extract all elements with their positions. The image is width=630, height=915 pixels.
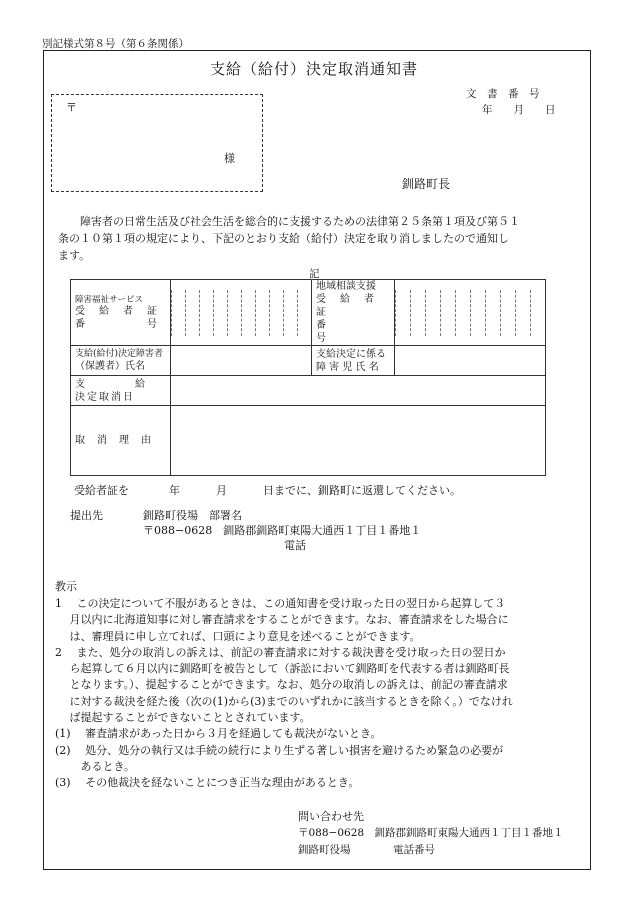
instruction-line: 月以内に北海道知事に対し審査請求をすることができます。なお、審査請求をした場合に [55,613,509,627]
cell-text: 支 給 [75,378,147,390]
digit-box [241,290,255,336]
instruction-line: 1 この決定について不服があるときは、この通知書を受け取った日の翌日から起算して３ [55,597,506,610]
honorific-sama: 様 [224,152,235,165]
contact-org: 釧路町役場 [298,844,351,856]
document-number-label: 文 書 番 号 [466,88,540,100]
contact-address: 〒088−0628 釧路郡釧路町東陽大通西１丁目１番地１ [298,827,564,839]
instruction-line: ば提起することができないこととされています。 [55,711,311,725]
recipient-cert-number-cell[interactable] [171,280,312,346]
return-month: 月 [216,484,227,497]
cell-text: 支給(給付)決定障害者 [75,349,164,359]
recipient-cert-label [71,280,171,346]
table-row [71,376,546,406]
digit-box [283,290,297,336]
body-line-2: 条の１０第１項の規定により、下記のとおり支給（給付）決定を取り消しましたので通知し [58,232,509,245]
digit-box [171,290,185,336]
document-title: 支給（給付）決定取消通知書 [210,60,419,78]
return-instruction [74,482,461,498]
table-row [71,346,546,376]
ki-heading: 記 [309,268,320,280]
return-text-a: 受給者証を [74,484,129,497]
digit-box [297,290,311,336]
cell-text: 地域相談支援 [316,281,376,292]
instruction-line: (1) 審査請求があった日から３月を経過しても裁決がないとき。 [55,727,382,741]
digit-box [470,290,485,336]
instruction-line: に対する裁決を経た後（次の(1)から(3)までのいずれかに該当するときを除く。）でなけれ [55,694,513,708]
instruction-line: となります。）、提起することができます。なお、処分の取消しの訴えは、前記の審査請求 [55,678,508,692]
cell-text: 番 号 [316,320,388,344]
submit-label: 提出先 [70,509,103,522]
body-line-3: ます。 [58,249,91,262]
beneficiary-name-label [71,346,171,376]
digit-box [395,290,410,336]
issuer-name: 釧路町長 [402,177,451,191]
contact-phone: 電話番号 [393,844,435,856]
return-text-d: 日までに、釧路町に返還してください。 [263,484,461,497]
table-row [71,280,546,346]
digit-box [500,290,515,336]
cell-text: 受 給 者 証 [75,305,159,317]
cancellation-date-field[interactable] [171,376,546,406]
form-number-note: 別記様式第８号（第６条関係） [42,38,189,50]
body-text [58,213,520,264]
submit-org: 釧路町役場 部署名 [143,509,242,522]
digit-box [440,290,455,336]
cell-text: 受 給 者 証 [316,294,388,318]
child-name-field[interactable] [395,346,546,376]
digit-box [485,290,500,336]
instruction-line: (2) 処分、処分の執行又は手続の続行により生ずる著しい損害を避けるため緊急の必要が [55,743,504,757]
cell-text: 障害福祉サービス [75,294,144,305]
cancellation-reason-field[interactable] [171,406,546,476]
cancellation-date-label [71,376,171,406]
digit-box [255,290,269,336]
digit-box [455,290,470,336]
cell-text: 障 害 児 氏 名 [316,361,379,373]
digit-box [227,290,241,336]
instruction-line: (3) その他裁決を経ないことにつき正当な理由があるとき。 [55,776,360,790]
community-support-cert-number-cell[interactable] [395,280,546,346]
body-line-1: 障害者の日常生活及び社会生活を総合的に支援するための法律第２５条第１項及び第５１ [80,215,520,228]
digit-box [530,290,545,336]
cell-text: （保護者）氏名 [75,361,145,372]
info-table [70,279,546,476]
instruction-title: 教示 [55,580,77,593]
instruction-line: あるとき。 [55,759,136,773]
digit-box [213,290,227,336]
date-label: 年 月 日 [482,104,556,116]
digit-box [185,290,199,336]
cell-text: 番 号 [75,318,159,330]
cell-text: 支給決定に係る [316,348,386,360]
cell-text: 決定取消日 [75,391,135,403]
instruction-list [55,596,513,792]
contact-title: 問い合わせ先 [298,810,364,823]
community-support-cert-label [312,280,395,346]
beneficiary-name-field[interactable] [171,346,312,376]
digit-box [269,290,283,336]
digit-box [425,290,440,336]
instruction-line: は、審理員に申し立てれば、口頭により意見を述べることができます。 [55,629,421,643]
return-year: 年 [169,484,180,497]
instruction-line: ら起算して６月以内に釧路町を被告として（訴訟において釧路町を代表する者は釧路町長 [55,662,510,676]
postal-mark: 〒 [66,101,77,114]
instruction-line: 2 また、処分の取消しの訴えは、前記の審査請求に対する裁決書を受け取った日の翌日か [55,645,506,659]
table-row [71,406,546,476]
submit-phone: 電話 [284,539,306,552]
digit-box [515,290,530,336]
submit-address: 〒088−0628 釧路郡釧路町東陽大通西１丁目１番地１ [143,524,422,537]
digit-box [410,290,425,336]
cancellation-reason-label [71,406,171,476]
digit-box [199,290,213,336]
cell-text: 取 消 理 由 [75,435,152,446]
child-name-label [312,346,395,376]
addressee-box [51,94,263,192]
